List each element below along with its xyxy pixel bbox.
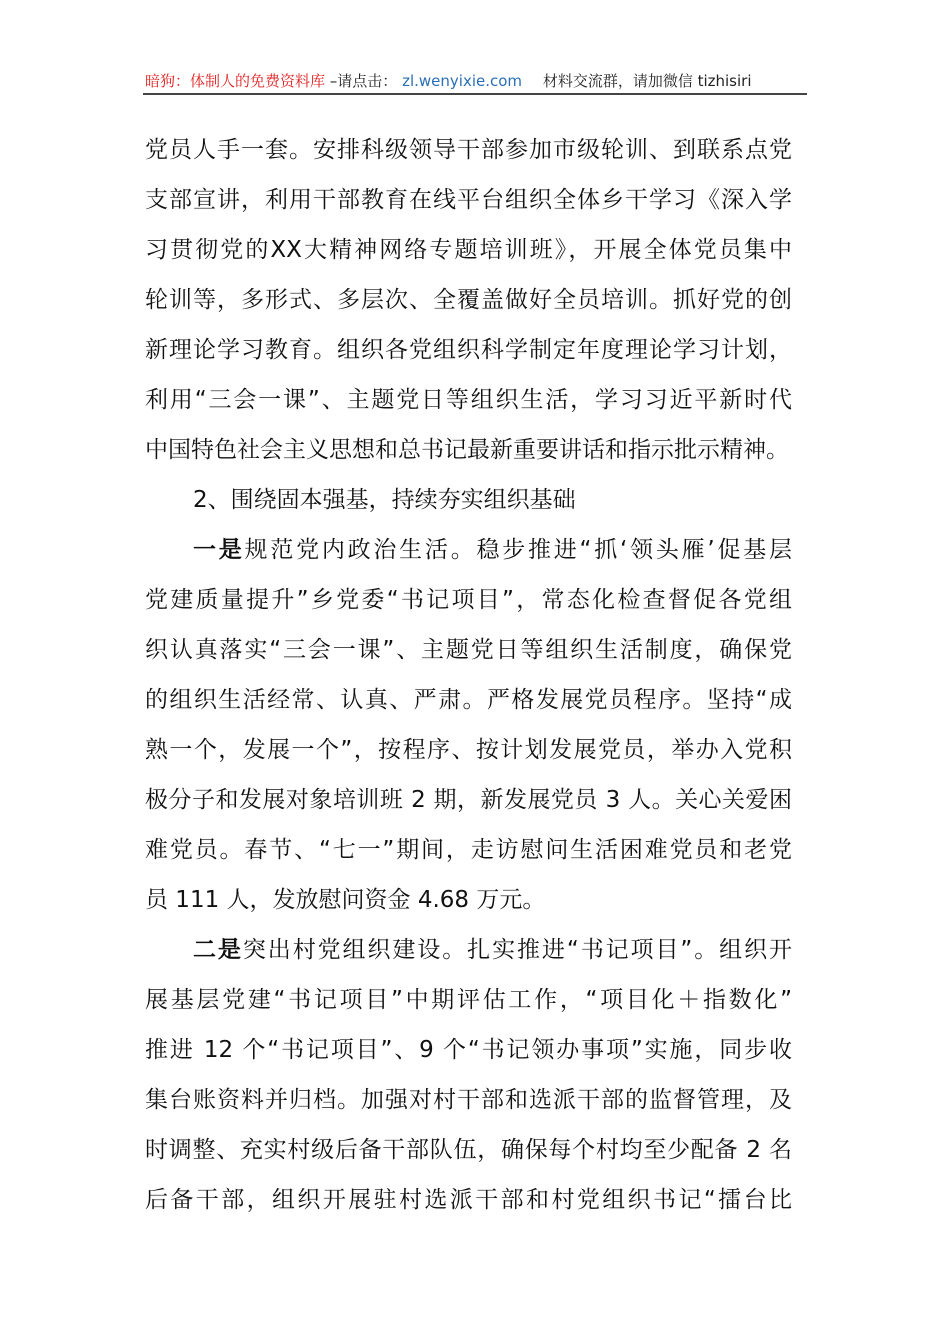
bold-lead: 二是 (193, 937, 243, 963)
paragraph-first-line (145, 925, 792, 975)
text-line: 新理论学习教育。组织各党组织科学制定年度理论学习计划， (145, 337, 792, 363)
text-line: 中国特色社会主义思想和总书记最新重要讲话和指示批示精神。 (145, 437, 789, 463)
document-body (145, 125, 792, 1225)
text-line: 利用“三会一课”、主题党日等组织生活，学习习近平新时代 (145, 387, 792, 413)
header-divider (143, 93, 807, 95)
text-line: 推进 12 个“书记项目”、9 个“书记领办事项”实施，同步收 (145, 1037, 792, 1063)
text-span: 突出村党组织建设。扎实推进“书记项目”。组织开 (242, 937, 793, 963)
section-heading: 2、围绕固本强基，持续夯实组织基础 (193, 487, 576, 513)
text-line: 支部宣讲，利用干部教育在线平台组织全体乡干学习《深入学 (145, 187, 792, 213)
header-link[interactable]: zl.wenyixie.com (402, 72, 523, 90)
text-line: 党员人手一套。安排科级领导干部参加市级轮训、到联系点党 (145, 137, 792, 163)
text-line: 员 111 人，发放慰问资金 4.68 万元。 (145, 887, 546, 913)
page-header (145, 70, 805, 91)
text-line: 后备干部，组织开展驻村选派干部和村党组织书记“擂台比 (145, 1187, 792, 1213)
text-line: 难党员。春节、“七一”期间，走访慰问生活困难党员和老党 (145, 837, 792, 863)
text-line: 极分子和发展对象培训班 2 期，新发展党员 3 人。关心关爱困 (145, 787, 792, 813)
bold-lead: 一是 (193, 537, 245, 563)
text-line: 习贯彻党的XX大精神网络专题培训班》，开展全体党员集中 (145, 237, 792, 263)
text-line: 时调整、充实村级后备干部队伍，确保每个村均至少配备 2 名 (145, 1137, 792, 1163)
text-line: 的组织生活经常、认真、严肃。严格发展党员程序。坚持“成 (145, 687, 792, 713)
paragraph-first-line (145, 525, 792, 575)
text-line: 织认真落实“三会一课”、主题党日等组织生活制度，确保党 (145, 637, 792, 663)
text-line: 熟一个，发展一个”，按程序、按计划发展党员，举办入党积 (145, 737, 792, 763)
text-line: 轮训等，多形式、多层次、全覆盖做好全员培训。抓好党的创 (145, 287, 792, 313)
header-contact: 材料交流群，请加微信 tizhisiri (542, 72, 752, 90)
text-line: 展基层党建“书记项目”中期评估工作，“项目化＋指数化” (145, 987, 792, 1013)
text-line: 集台账资料并归档。加强对村干部和选派干部的监督管理，及 (145, 1087, 792, 1113)
text-span: 规范党内政治生活。稳步推进“抓‘领头雁’促基层 (244, 537, 792, 563)
header-prompt: –请点击： (329, 72, 398, 90)
text-line: 党建质量提升”乡党委“书记项目”，常态化检查督促各党组 (145, 587, 792, 613)
header-site-name: 暗狗：体制人的免费资料库 (145, 72, 326, 90)
